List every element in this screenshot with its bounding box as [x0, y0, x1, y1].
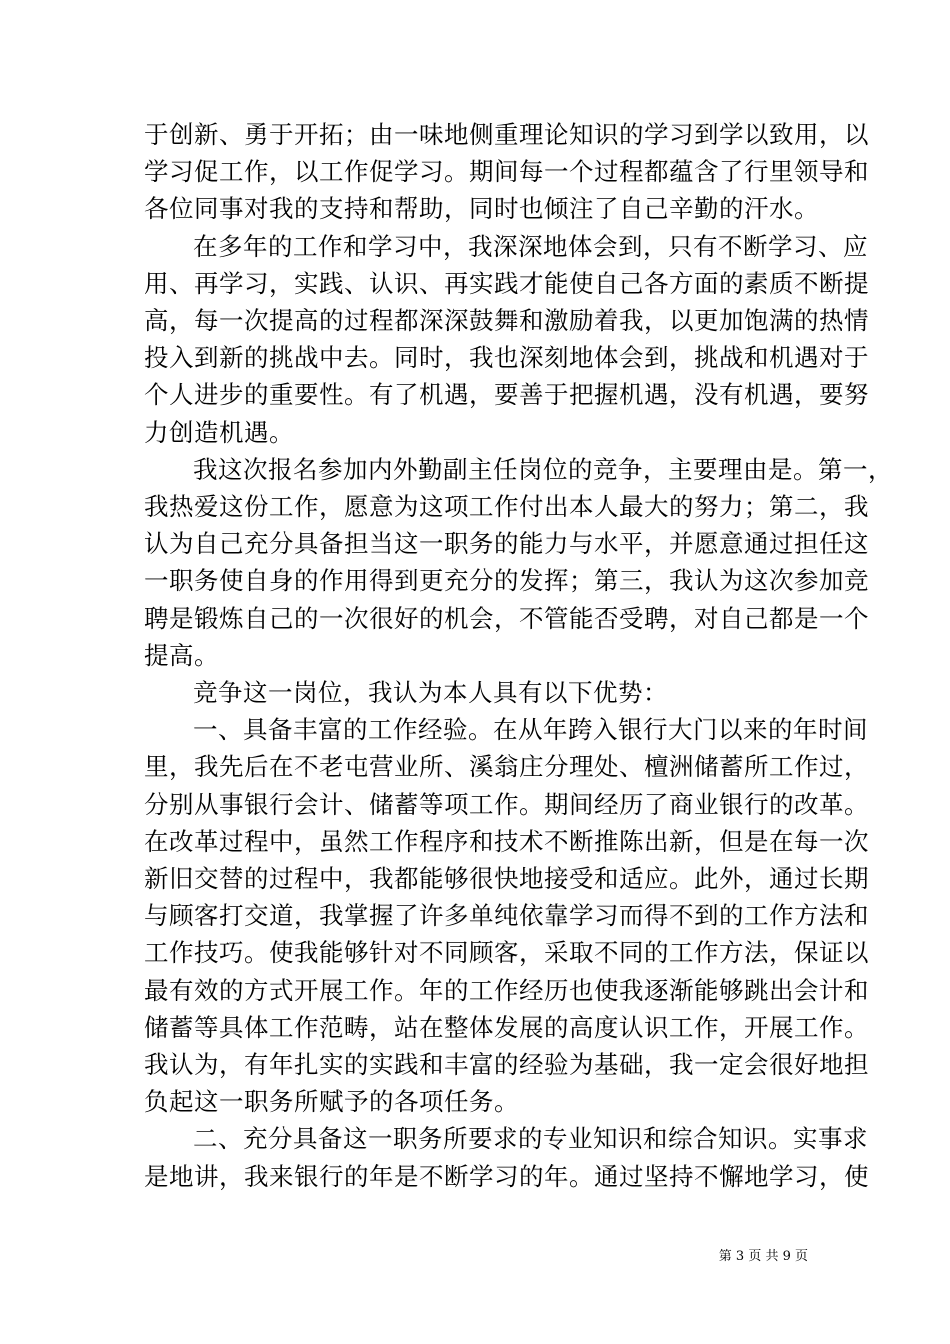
text-line: 于创新、勇于开拓；由一味地侧重理论知识的学习到学以致用，以: [144, 120, 869, 149]
text-line: 力创造机遇。: [144, 417, 294, 447]
text-line: 在多年的工作和学习中，我深深地体会到，只有不断学习、应: [193, 231, 868, 261]
text-line: 与顾客打交道，我掌握了许多单纯依靠学习而得不到的工作方法和: [144, 901, 869, 931]
text-line: 聘是锻炼自己的一次很好的机会，不管能否受聘，对自己都是一个: [144, 603, 869, 633]
paragraph: [144, 711, 869, 1120]
text-line: 学习促工作，以工作促学习。期间每一个过程都蕴含了行里领导和: [144, 157, 869, 187]
text-line: 一、具备丰富的工作经验。在从年跨入银行大门以来的年时间: [193, 715, 868, 745]
text-line: 是地讲，我来银行的年是不断学习的年。通过坚持不懈地学习，使: [144, 1161, 869, 1191]
text-line: 高，每一次提高的过程都深深鼓舞和激励着我，以更加饱满的热情: [144, 306, 869, 336]
paragraph: [144, 116, 869, 228]
text-line: 竞争这一岗位，我认为本人具有以下优势：: [193, 678, 668, 708]
text-line: 在改革过程中，虽然工作程序和技术不断推陈出新，但是在每一次: [144, 826, 869, 856]
text-line: 里，我先后在不老屯营业所、溪翁庄分理处、檀洲储蓄所工作过，: [144, 752, 869, 782]
text-line: 一职务使自身的作用得到更充分的发挥；第三，我认为这次参加竞: [144, 566, 869, 596]
text-line: 各位同事对我的支持和帮助，同时也倾注了自己辛勤的汗水。: [144, 194, 819, 224]
text-line: 用、再学习，实践、认识、再实践才能使自己各方面的素质不断提: [144, 268, 869, 298]
text-line: 我这次报名参加内外勤副主任岗位的竞争，主要理由是。第一，: [193, 454, 893, 484]
paragraph: [144, 228, 869, 451]
text-line: 新旧交替的过程中，我都能够很快地接受和适应。此外，通过长期: [144, 864, 869, 894]
paragraph: [144, 451, 893, 674]
text-line: 二、充分具备这一职务所要求的专业知识和综合知识。实事求: [193, 1124, 868, 1154]
text-line: 我热爱这份工作，愿意为这项工作付出本人最大的努力；第二，我: [144, 492, 869, 522]
paragraph: [144, 674, 809, 711]
text-line: 我认为，有年扎实的实践和丰富的经验为基础，我一定会很好地担: [144, 1050, 869, 1080]
document-body: [144, 116, 893, 1195]
text-line: 工作技巧。使我能够针对不同顾客，采取不同的工作方法，保证以: [144, 938, 869, 968]
text-line: 储蓄等具体工作范畴，站在整体发展的高度认识工作，开展工作。: [144, 1012, 869, 1042]
text-line: 个人进步的重要性。有了机遇，要善于把握机遇，没有机遇，要努: [144, 380, 869, 410]
page-number-footer: 第 3 页 共 9 页: [718, 1249, 808, 1264]
text-line: 认为自己充分具备担当这一职务的能力与水平，并愿意通过担任这: [144, 529, 869, 559]
text-line: 负起这一职务所赋予的各项任务。: [144, 1087, 519, 1117]
text-line: 最有效的方式开展工作。年的工作经历也使我逐渐能够跳出会计和: [144, 975, 869, 1005]
text-line: 投入到新的挑战中去。同时，我也深刻地体会到，挑战和机遇对于: [144, 343, 869, 373]
text-line: 提高。: [144, 640, 219, 670]
paragraph: [144, 1120, 869, 1194]
text-line: 分别从事银行会计、储蓄等项工作。期间经历了商业银行的改革。: [144, 789, 869, 819]
